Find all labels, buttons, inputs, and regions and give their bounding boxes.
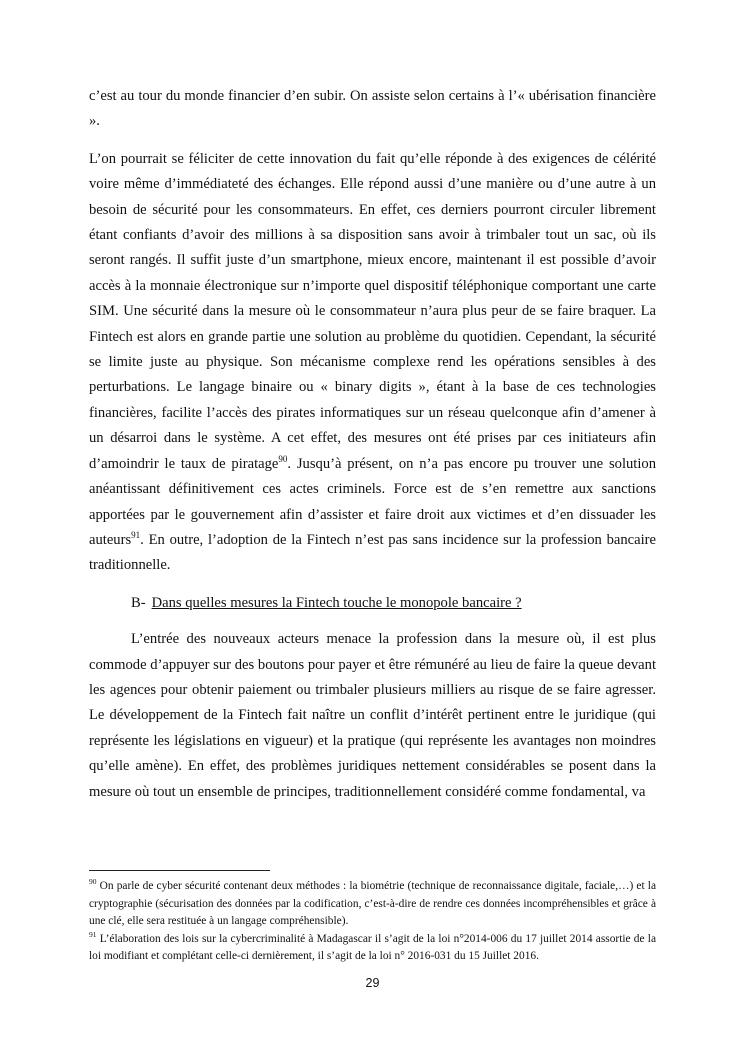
paragraph-continuation: c’est au tour du monde financier d’en subir. On assiste selon certains à l’« ubérisation financière ». [89, 88, 656, 130]
footnote-ref-91[interactable]: 91 [131, 530, 141, 541]
section-heading-title: Dans quelles mesures la Fintech touche le monopole bancaire ? [151, 594, 522, 611]
section-heading-label: B- [131, 594, 146, 611]
section-heading [89, 591, 656, 616]
footnote-ref-90[interactable]: 90 [278, 453, 288, 464]
footnote-separator [89, 870, 270, 871]
footnote-91-text: L’élaboration des lois sur la cybercriminalité à Madagascar il s’agit de la loi n°2014-006 du 17 juillet 2014 assortie de la loi modifiant et complétant celle-ci dernièrement, il s’agit de la loi n° 2016-031 du 15 Juillet 2016. [89, 932, 656, 963]
footnotes [89, 878, 656, 966]
paragraph-security-part2: . Jusqu’à présent, on n’a pas encore pu trouver une solution anéantissant définitivement ces actes criminels. Force est de s’en remettre aux sanctions apportées par le gouvernement afin d’assister et faire droit aux victimes et d’en dissuader les auteurs [89, 455, 656, 548]
paragraph-security-part3: . En outre, l’adoption de la Fintech n’est pas sans incidence sur la profession bancaire traditionnelle. [89, 531, 656, 574]
paragraph-security-part1: L’on pourrait se féliciter de cette innovation du fait qu’elle réponde à des exigences de célérité voire même d’immédiateté des échanges. Elle répond aussi d’une manière ou d’une autre à un besoin de sécurité pour les consommateurs. En effet, ces derniers pourront circuler librement étant confiants d’avoir des millions à sa disposition sans avoir à trimbaler tout un sac, où ils seront rangés. Il suffit juste d’un smartphone, mieux encore, maintenant il est possible d’avoir accès à la monnaie électronique sur n’importe quel dispositif téléphonique comportant une carte SIM. Une sécurité dans la mesure où le consommateur n’aura plus peur de se faire braquer. La Fintech est alors en grande partie une solution au problème du quotidien. Cependant, la sécurité se limite juste au physique. Son mécanisme complexe rend les opérations sensibles à des perturbations. Le langage binaire ou « binary digits », étant à la base de ces technologies financières, facilite l’accès des pirates informatiques sur un réseau quelconque afin d’amener à un désarroi dans le système. A cet effet, des mesures ont été prises par ces initiateurs afin d’amoindrir le taux de piratage [89, 150, 656, 472]
body-text [89, 84, 656, 817]
footnote-90-text: On parle de cyber sécurité contenant deux méthodes : la biométrie (technique de reconnaissance digitale, faciale,…) et la cryptographie (sécurisation des données par la codification, c’est-à-dire de rendre ces données incompréhensibles et grâce à une clé, elle sera restituée à un langage compréhensible). [89, 880, 656, 928]
footnote-90 [89, 878, 656, 931]
footnote-91 [89, 931, 656, 966]
page-number: 29 [365, 976, 380, 990]
footnote-90-number: 90 [89, 877, 97, 887]
paragraph-security [89, 147, 656, 579]
paragraph-new-actors: L’entrée des nouveaux acteurs menace la profession dans la mesure où, il est plus commode d’appuyer sur des boutons pour payer et être rémunéré au lieu de faire la queue devant les agences pour obtenir paiement ou trimbaler plusieurs milliers au risque de se faire agresser. Le développement de la Fintech fait naître un conflit d’intérêt pertinent entre le juridique (qui représente les législations en vigueur) et la pratique (qui représente les avantages non moindres qu’elle amène). En effet, des problèmes juridiques nettement considérables se posent dans la mesure où tout un ensemble de principes, traditionnellement considéré comme fondamental, va [89, 631, 656, 800]
footnote-91-number: 91 [89, 929, 97, 939]
